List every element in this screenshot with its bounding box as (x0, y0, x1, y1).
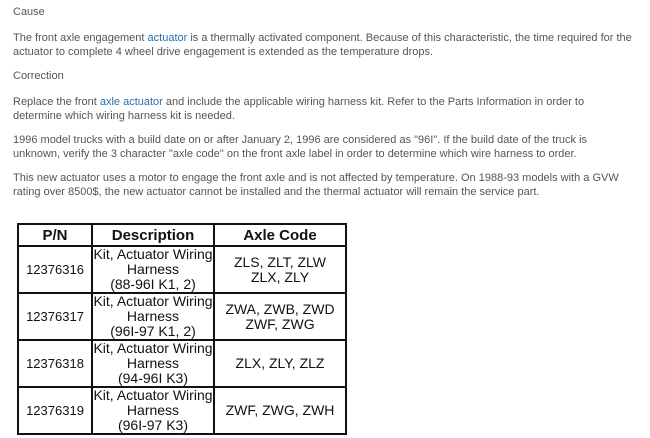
part-number: 12376318 (18, 340, 92, 387)
axle-code-line: ZWA, ZWB, ZWD (225, 300, 335, 317)
correction-text-continued: and include the applicable wiring harness kit. Refer to the Parts Information in order to determine which wiring harness kit is needed. (13, 96, 585, 122)
part-description (92, 387, 214, 434)
header-axle-code: Axle Code (214, 224, 346, 246)
axle-code-line: ZLS, ZLT, ZLW (233, 253, 327, 270)
cause-text: The front axle engagement (13, 32, 148, 44)
axle-code (214, 340, 346, 387)
part-description (92, 246, 214, 293)
correction-paragraph-3: This new actuator uses a motor to engage the front axle and is not affected by temperature. On 1988-93 models with a GVW rating over 8500$, the new actuator cannot be installed and the thermal actuator will remain the service part. (13, 172, 619, 198)
part-number: 12376319 (18, 387, 92, 434)
description-line: Harness (126, 308, 180, 324)
table-row (18, 340, 346, 387)
parts-table (17, 223, 347, 435)
axle-code (214, 293, 346, 340)
part-number: 12376317 (18, 293, 92, 340)
description-line: (88-96I K1, 2) (110, 276, 196, 292)
header-description: Description (92, 224, 214, 246)
description-line: Kit, Actuator Wiring (93, 387, 213, 403)
description-line: Kit, Actuator Wiring (93, 246, 213, 262)
table-row (18, 293, 346, 340)
correction-text: Replace the front (13, 96, 100, 108)
description-line: Harness (126, 355, 180, 371)
description-line: Kit, Actuator Wiring (93, 340, 213, 356)
part-description (92, 340, 214, 387)
part-number: 12376316 (18, 246, 92, 293)
correction-heading: Correction (13, 70, 64, 82)
correction-paragraph-1 (13, 95, 635, 123)
axle-code-line: ZWF, ZWG, ZWH (225, 402, 335, 418)
axle-code-line: ZLX, ZLY, ZLZ (235, 355, 325, 371)
description-line: (94-96I K3) (117, 370, 189, 386)
axle-code-line: ZLX, ZLY (250, 268, 310, 285)
description-line: Harness (126, 402, 180, 418)
axle-actuator-link[interactable]: axle actuator (99, 96, 163, 108)
cause-heading: Cause (13, 6, 45, 18)
cause-text-continued: is a thermally activated component. Because of this characteristic, the time required for the actuator to complete 4 wheel drive engagement is extended as the temperature drops. (13, 32, 632, 58)
description-line: Kit, Actuator Wiring (93, 293, 213, 309)
table-header-row (18, 224, 346, 246)
axle-code (214, 246, 346, 293)
description-line: Harness (126, 261, 180, 277)
description-line: (96I-97 K1, 2) (110, 323, 196, 339)
axle-code-line: ZWF, ZWG (245, 315, 315, 332)
parts-table-image (13, 219, 351, 438)
cause-paragraph (13, 31, 635, 59)
actuator-link[interactable]: actuator (147, 32, 188, 44)
axle-code (214, 387, 346, 434)
part-description (92, 293, 214, 340)
header-pn: P/N (18, 224, 92, 246)
description-line: (96I-97 K3) (117, 417, 189, 433)
table-row (18, 387, 346, 434)
correction-paragraph-2: 1996 model trucks with a build date on or after January 2, 1996 are considered as "96I". If the build date of the truck is unknown, verify the 3 character "axle code" on the front axle label in order to determine which wire harness to order. (13, 134, 588, 160)
table-row (18, 246, 346, 293)
